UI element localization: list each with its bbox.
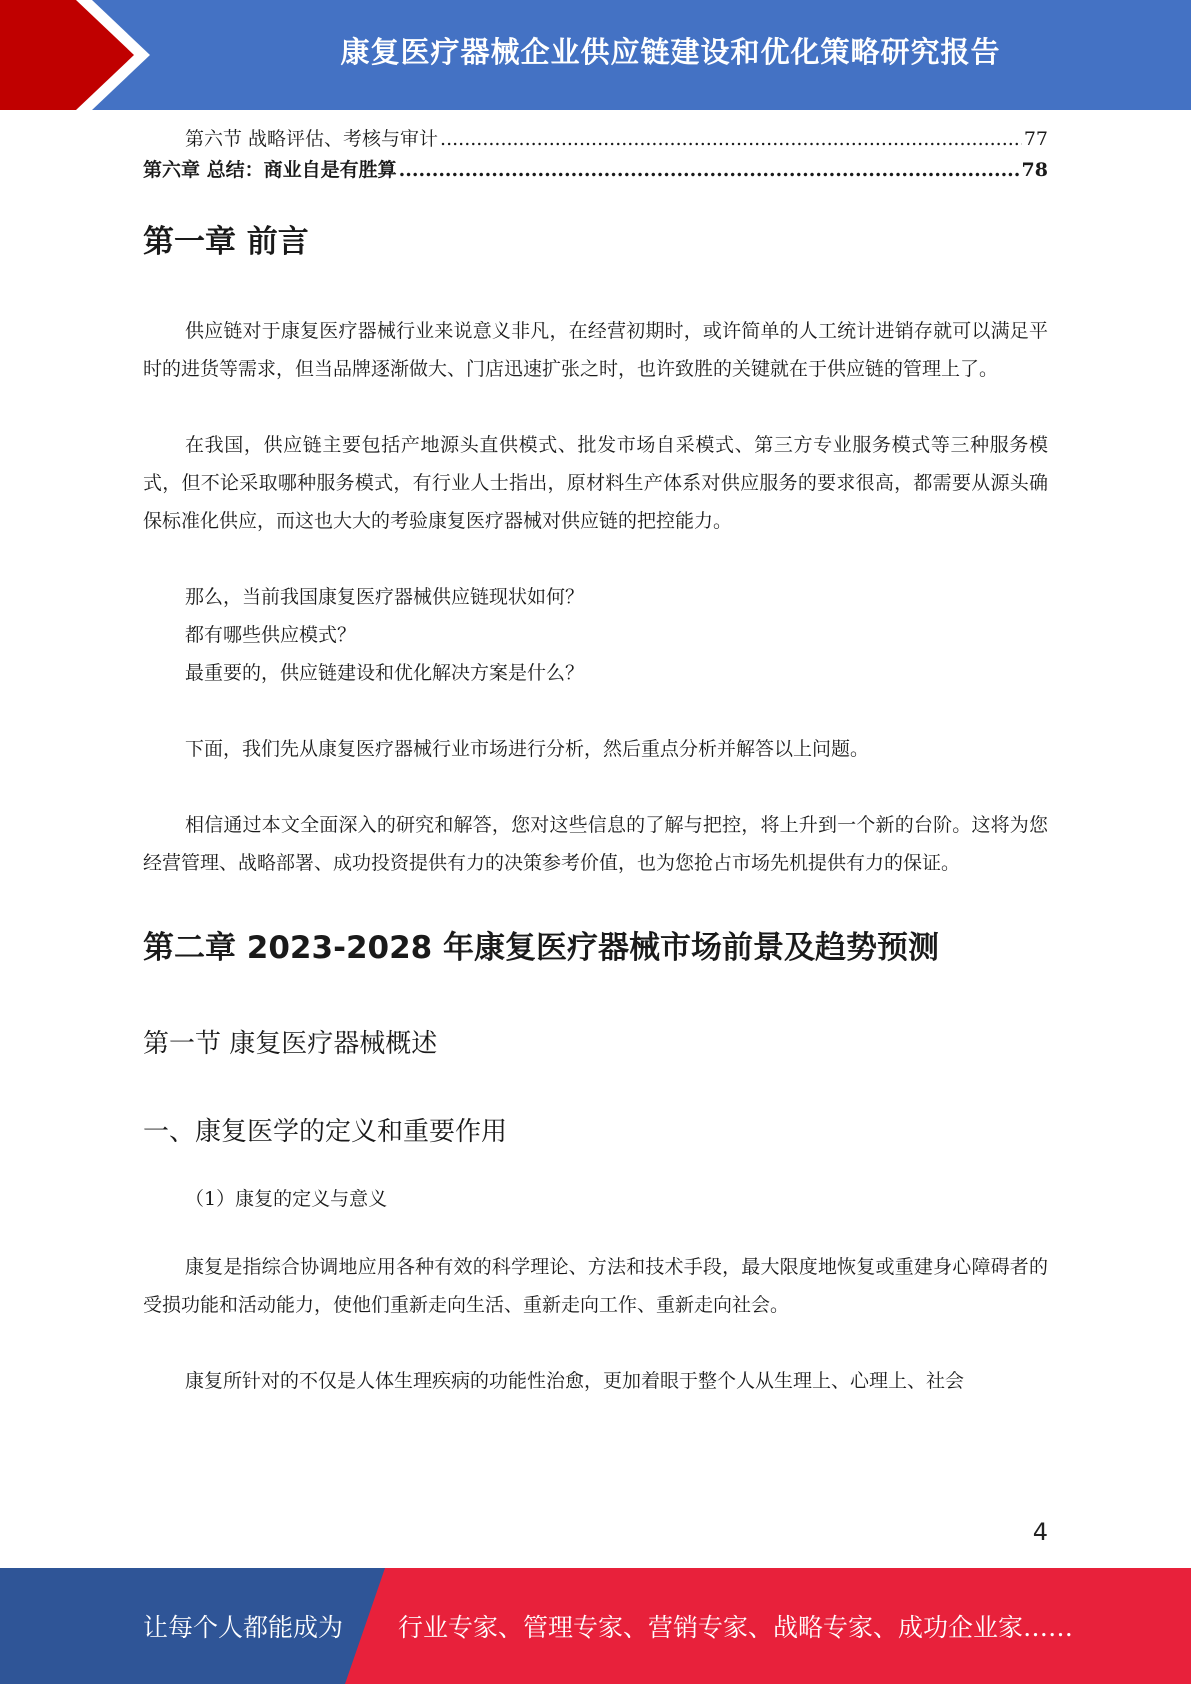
document-body <box>143 124 1048 1400</box>
question-list <box>143 578 1048 692</box>
paragraph: 康复所针对的不仅是人体生理疾病的功能性治愈，更加着眼于整个人从生理上、心理上、社会 <box>185 1370 965 1392</box>
paragraph: 康复是指综合协调地应用各种有效的科学理论、方法和技术手段，最大限度地恢复或重建身心障碍者的受损功能和活动能力，使他们重新走向生活、重新走向工作、重新走向社会。 <box>143 1256 1048 1316</box>
toc-leader-dots <box>399 155 1020 186</box>
page-footer <box>0 1568 1191 1684</box>
toc-entry-page: 78 <box>1021 159 1048 181</box>
chapter-1-title: 第一章 前言 <box>143 224 309 260</box>
toc-leader-dots <box>440 124 1022 155</box>
toc-entry-chapter[interactable] <box>143 155 1048 186</box>
toc-entry-section[interactable] <box>143 124 1048 155</box>
paragraph: 在我国，供应链主要包括产地源头直供模式、批发市场自采模式、第三方专业服务模式等三种服务模式，但不论采取哪种服务模式，有行业人士指出，原材料生产体系对供应服务的要求很高，都需要从源头确保标准化供应，而这也大大的考验康复医疗器械对供应链的把控能力。 <box>143 434 1048 532</box>
footer-slogan-left: 让每个人都能成为 <box>143 1613 344 1642</box>
toc-entry-label: 第六章 总结：商业自是有胜算 <box>143 159 397 181</box>
header-title: 康复医疗器械企业供应链建设和优化策略研究报告 <box>340 34 1001 69</box>
item-heading: （1）康复的定义与意义 <box>185 1188 388 1210</box>
section-title: 第一节 康复医疗器械概述 <box>143 1029 438 1059</box>
chapter-2-title: 第二章 2023-2028 年康复医疗器械市场前景及趋势预测 <box>143 930 940 966</box>
toc-entry-page: 77 <box>1023 128 1048 150</box>
toc-entry-label: 第六节 战略评估、考核与审计 <box>185 128 439 150</box>
page-number: 4 <box>1032 1518 1048 1546</box>
paragraph: 供应链对于康复医疗器械行业来说意义非凡，在经营初期时，或许简单的人工统计进销存就可以满足平时的进货等需求，但当品牌逐渐做大、门店迅速扩张之时，也许致胜的关键就在于供应链的管理上了。 <box>143 320 1048 380</box>
subsection-title: 一、康复医学的定义和重要作用 <box>143 1117 508 1147</box>
header-arrow-graphic <box>0 0 160 110</box>
question-item: 那么，当前我国康复医疗器械供应链现状如何？ <box>185 586 585 608</box>
page-header <box>0 0 1191 110</box>
paragraph: 下面，我们先从康复医疗器械行业市场进行分析，然后重点分析并解答以上问题。 <box>185 738 870 760</box>
question-item: 最重要的，供应链建设和优化解决方案是什么？ <box>185 662 585 684</box>
footer-slogan-right: 行业专家、管理专家、营销专家、战略专家、成功企业家…… <box>398 1613 1074 1642</box>
question-item: 都有哪些供应模式？ <box>185 624 357 646</box>
paragraph: 相信通过本文全面深入的研究和解答，您对这些信息的了解与把控，将上升到一个新的台阶。这将为您经营管理、战略部署、成功投资提供有力的决策参考价值，也为您抢占市场先机提供有力的保证。 <box>143 814 1048 874</box>
